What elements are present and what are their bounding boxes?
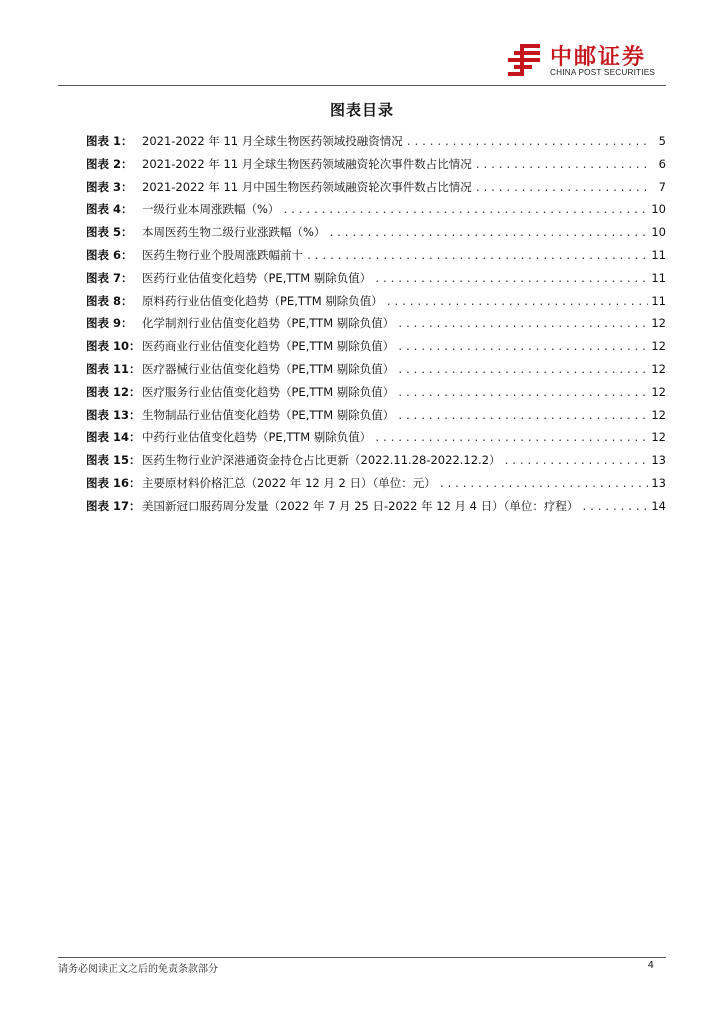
toc-item-label: 图表 11：: [86, 361, 141, 376]
toc-list: [86, 130, 666, 518]
toc-item-label: 图表 15：: [86, 453, 141, 468]
toc-item-text: 化学制剂行业估值变化趋势（PE,TTM 剔除负值）: [142, 316, 395, 331]
toc-item-page: 5: [658, 134, 666, 148]
toc-item-text: 本周医药生物二级行业涨跌幅（%）: [142, 225, 326, 240]
toc-item[interactable]: [86, 198, 666, 221]
toc-item-page: 6: [658, 156, 666, 171]
toc-leader-dots: [397, 360, 648, 383]
toc-item-text: 一级行业本周涨跌幅（%）: [142, 202, 280, 217]
toc-leader-dots: [504, 451, 649, 474]
logo-english-text: CHINA POST SECURITIES: [550, 68, 656, 77]
toc-item-label: 图表 4：: [86, 202, 133, 217]
toc-item-text: 医药商业行业估值变化趋势（PE,TTM 剔除负值）: [142, 339, 395, 354]
toc-item-label: 图表 9：: [86, 316, 133, 331]
china-post-logo-icon: [506, 42, 546, 78]
toc-item-label: 图表 2：: [86, 156, 133, 171]
toc-title: 图表目录: [329, 101, 394, 119]
toc-item-text: 2021-2022 年 11 月全球生物医药领域投融资情况: [142, 134, 403, 148]
toc-item-page: 11: [651, 270, 666, 285]
toc-item-page: 10: [651, 202, 666, 217]
toc-item-label: 图表 7：: [86, 270, 133, 285]
toc-item-page: 14: [651, 498, 666, 513]
toc-item-label: 图表 12：: [86, 384, 141, 399]
toc-item-page: 12: [651, 339, 666, 354]
toc-item-page: 12: [651, 384, 666, 399]
toc-item[interactable]: [86, 495, 666, 518]
toc-item-label: 图表 10：: [86, 339, 141, 354]
company-logo: [506, 42, 666, 82]
toc-leader-dots: [328, 223, 648, 246]
toc-item-text: 2021-2022 年 11 月全球生物医药领域融资轮次事件数占比情况: [142, 156, 472, 171]
toc-item-page: 13: [651, 475, 666, 490]
toc-item-text: 医药生物行业个股周涨跌幅前十: [142, 247, 303, 262]
toc-item[interactable]: [86, 244, 666, 267]
toc-leader-dots: [397, 406, 648, 429]
footer-page-number: 4: [647, 960, 654, 971]
toc-item[interactable]: [86, 176, 666, 199]
page-header: [0, 0, 724, 86]
toc-item-label: 图表 17：: [86, 498, 141, 513]
toc-item-text: 医药行业估值变化趋势（PE,TTM 剔除负值）: [142, 270, 372, 285]
toc-leader-dots: [397, 337, 648, 360]
toc-item-page: 12: [651, 316, 666, 331]
toc-item-label: 图表 5：: [86, 225, 133, 240]
toc-leader-dots: [397, 314, 648, 337]
toc-leader-dots: [374, 269, 648, 292]
toc-item[interactable]: [86, 221, 666, 244]
toc-leader-dots: [475, 178, 651, 201]
toc-leader-dots: [386, 292, 649, 315]
toc-item-label: 图表 14：: [86, 430, 141, 445]
toc-leader-dots: [374, 428, 648, 451]
toc-item[interactable]: [86, 358, 666, 381]
toc-item-page: 7: [658, 179, 666, 194]
toc-item-text: 2021-2022 年 11 月中国生物医药领域融资轮次事件数占比情况: [142, 179, 472, 194]
toc-item[interactable]: [86, 381, 666, 404]
toc-item-text: 美国新冠口服药周分发量（2022 年 7 月 25 日-2022 年 12 月 4 日）（单位：疗程）: [142, 498, 579, 513]
logo-chinese-text: 中邮证券: [550, 45, 647, 70]
toc-item-label: 图表 16：: [86, 475, 141, 490]
toc-item-text: 医疗服务行业估值变化趋势（PE,TTM 剔除负值）: [142, 384, 395, 399]
toc-item-label: 图表 1：: [86, 134, 133, 148]
toc-item[interactable]: [86, 449, 666, 472]
footer-disclaimer: 请务必阅读正文之后的免责条款部分: [58, 964, 218, 975]
toc-item[interactable]: [86, 290, 666, 313]
toc-item-label: 图表 3：: [86, 179, 133, 194]
toc-item[interactable]: [86, 472, 666, 495]
toc-item[interactable]: [86, 312, 666, 335]
toc-item[interactable]: [86, 335, 666, 358]
toc-leader-dots: [306, 246, 648, 269]
toc-item[interactable]: [86, 267, 666, 290]
toc-leader-dots: [397, 383, 648, 406]
toc-leader-dots: [282, 200, 648, 223]
toc-leader-dots: [581, 497, 648, 520]
toc-item-page: 11: [651, 247, 666, 262]
toc-item[interactable]: [86, 130, 666, 153]
footer-divider: [58, 957, 666, 958]
toc-item[interactable]: [86, 426, 666, 449]
toc-item-text: 医疗器械行业估值变化趋势（PE,TTM 剔除负值）: [142, 361, 395, 376]
toc-item-text: 原料药行业估值变化趋势（PE,TTM 剔除负值）: [142, 293, 383, 308]
toc-item-page: 12: [651, 407, 666, 422]
toc-item-text: 中药行业估值变化趋势（PE,TTM 剔除负值）: [142, 430, 372, 445]
toc-item[interactable]: [86, 153, 666, 176]
toc-item-page: 11: [651, 293, 666, 308]
toc-item-page: 13: [651, 453, 666, 468]
toc-item-page: 12: [651, 361, 666, 376]
toc-item-label: 图表 6：: [86, 247, 133, 262]
toc-item-page: 12: [651, 430, 666, 445]
toc-item-text: 生物制品行业估值变化趋势（PE,TTM 剔除负值）: [142, 407, 395, 422]
toc-item-label: 图表 13：: [86, 407, 141, 422]
toc-item-text: 主要原材料价格汇总（2022 年 12 月 2 日）（单位：元）: [142, 475, 436, 490]
header-divider: [58, 85, 666, 86]
toc-leader-dots: [475, 155, 651, 178]
toc-item-text: 医药生物行业沪深港通资金持仓占比更新（2022.11.28-2022.12.2）: [142, 453, 501, 468]
toc-leader-dots: [439, 474, 649, 497]
toc-leader-dots: [406, 132, 651, 155]
toc-item-page: 10: [651, 225, 666, 240]
toc-item-label: 图表 8：: [86, 293, 133, 308]
toc-item[interactable]: [86, 404, 666, 427]
